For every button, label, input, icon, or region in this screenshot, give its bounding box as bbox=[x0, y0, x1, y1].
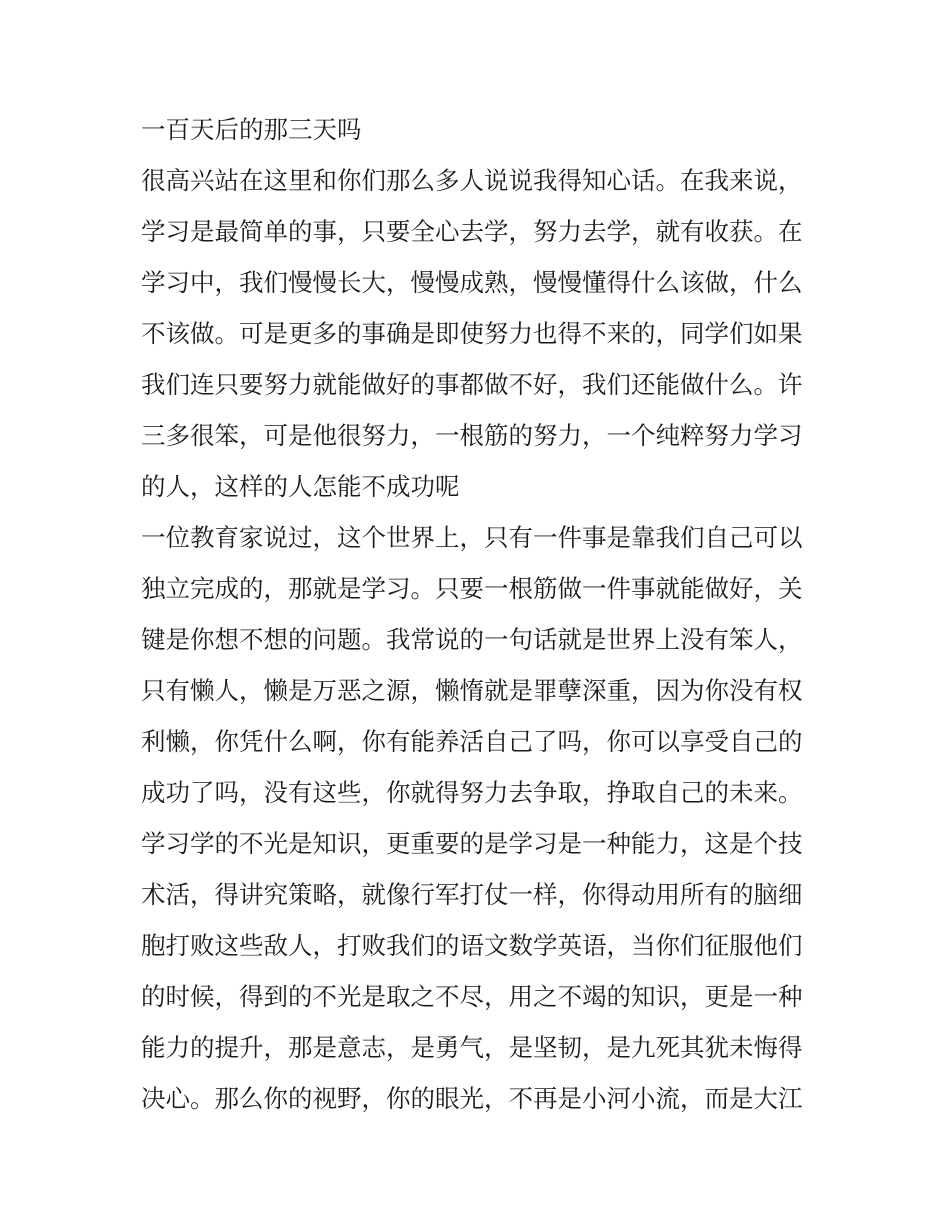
text-line: 能力的提升，那是意志，是勇气，是坚韧，是九死其犹未悔得 bbox=[141, 1033, 803, 1062]
text-line: 学习中，我们慢慢长大，慢慢成熟，慢慢懂得什么该做，什么 bbox=[141, 268, 803, 297]
document-title: 一百天后的那三天吗 bbox=[141, 115, 362, 144]
text-line: 一位教育家说过，这个世界上，只有一件事是靠我们自己可以 bbox=[141, 523, 803, 552]
text-line: 不该做。可是更多的事确是即使努力也得不来的，同学们如果 bbox=[141, 319, 803, 348]
text-line: 只有懒人，懒是万恶之源，懒惰就是罪孽深重，因为你没有权 bbox=[141, 676, 803, 705]
text-line: 成功了吗，没有这些，你就得努力去争取，挣取自己的未来。 bbox=[141, 778, 803, 807]
text-line: 学习学的不光是知识，更重要的是学习是一种能力，这是个技 bbox=[141, 829, 803, 858]
text-line: 利懒，你凭什么啊，你有能养活自己了吗，你可以享受自己的 bbox=[141, 727, 803, 756]
text-line: 术活，得讲究策略，就像行军打仗一样，你得动用所有的脑细 bbox=[141, 880, 803, 909]
text-line: 独立完成的，那就是学习。只要一根筋做一件事就能做好，关 bbox=[141, 574, 803, 603]
text-line: 三多很笨，可是他很努力，一根筋的努力，一个纯粹努力学习 bbox=[141, 421, 803, 450]
text-line: 的人，这样的人怎能不成功呢 bbox=[141, 472, 460, 501]
text-line: 我们连只要努力就能做好的事都做不好，我们还能做什么。许 bbox=[141, 370, 803, 399]
text-line: 的时候，得到的不光是取之不尽，用之不竭的知识，更是一种 bbox=[141, 982, 803, 1011]
text-line: 学习是最简单的事，只要全心去学，努力去学，就有收获。在 bbox=[141, 217, 803, 246]
text-line: 键是你想不想的问题。我常说的一句话就是世界上没有笨人， bbox=[141, 625, 803, 654]
text-line: 决心。那么你的视野，你的眼光，不再是小河小流，而是大江 bbox=[141, 1084, 803, 1113]
text-line: 胞打败这些敌人，打败我们的语文数学英语，当你们征服他们 bbox=[141, 931, 803, 960]
text-line: 很高兴站在这里和你们那么多人说说我得知心话。在我来说， bbox=[141, 166, 803, 195]
